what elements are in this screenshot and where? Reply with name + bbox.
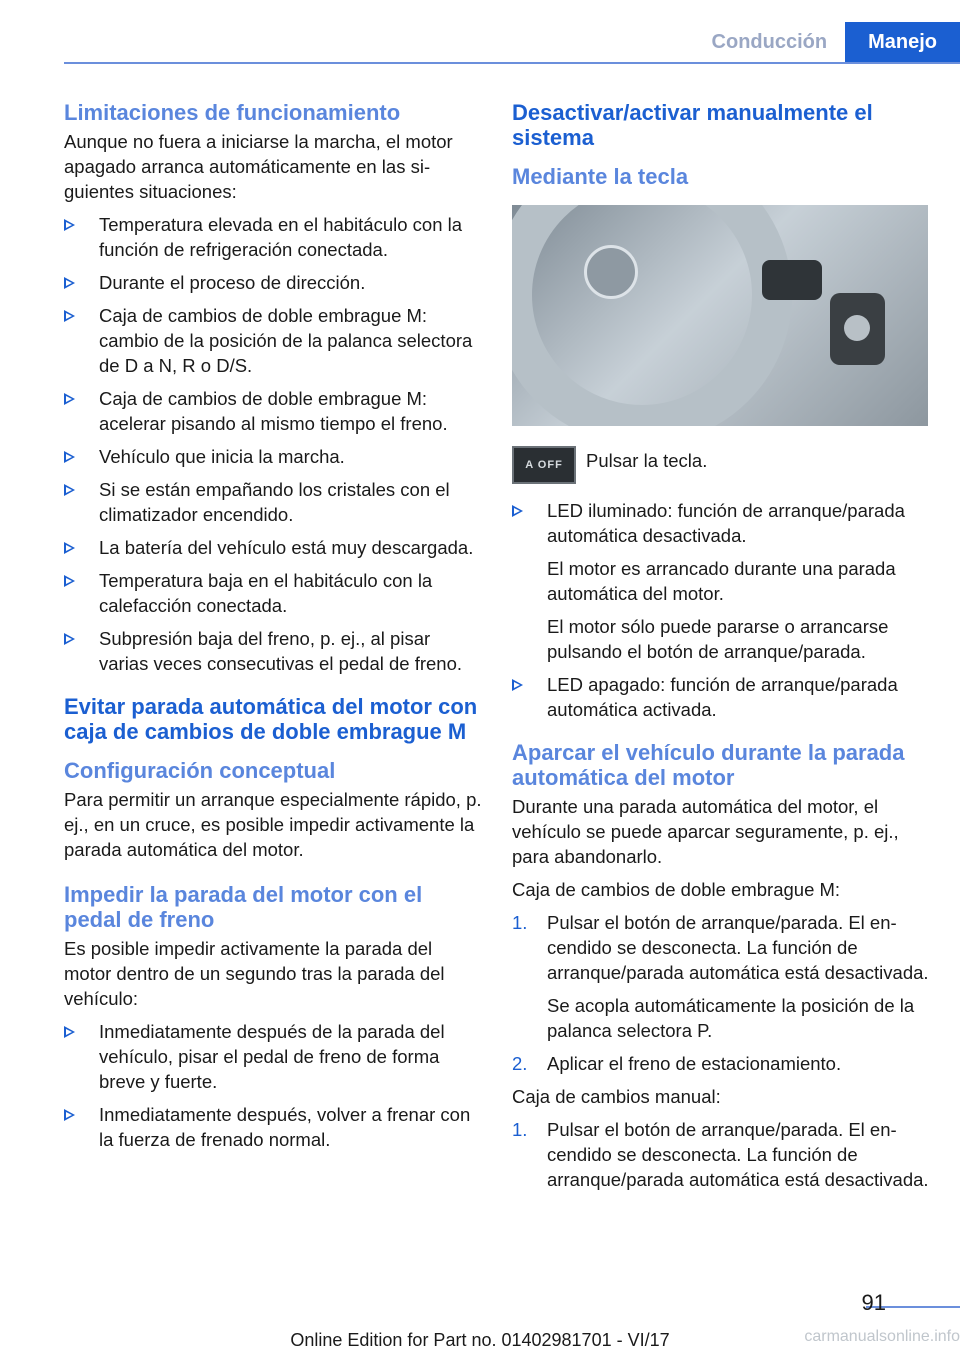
list-item: Si se están empañando los cristales con el climatizador encendido.	[64, 477, 482, 527]
list-item-subtext: El motor sólo puede pararse o arrancarse pulsando el botón de arranque/parada.	[547, 616, 889, 662]
header-rule	[64, 62, 960, 64]
list-item: Subpresión baja del freno, p. ej., al pisar varias veces consecutivas el pedal de freno.	[64, 626, 482, 676]
bullet-triangle-icon	[512, 679, 523, 691]
list-item: 1. Pulsar el botón de arranque/parada. El encendido se desconecta. La función de arranque/parada automática está desactivada. Se acopla automáticamente la posición de la palanca selectora P.	[512, 912, 929, 1041]
steering-wheel-photo	[512, 205, 928, 426]
bullet-triangle-icon	[64, 575, 75, 587]
list-item: Temperatura baja en el habitáculo con la calefacción conectada.	[64, 568, 482, 618]
watermark: carmanualsonline.info	[804, 1328, 960, 1345]
key-instruction-text: Pulsar la tecla.	[586, 450, 708, 471]
steering-wheel-shape	[512, 205, 792, 426]
list-impedir-parada	[64, 1019, 482, 1152]
list-item: LED apagado: función de arranque/parada automática activada.	[512, 672, 930, 722]
chapter-tabs	[694, 22, 960, 62]
paragraph-limitaciones-intro: Aunque no fuera a iniciarse la marcha, el motor apagado arranca automáticamente en las siguientes situaciones:	[64, 131, 453, 202]
list-item: Inmediatamente después de la parada del vehículo, pisar el pedal de freno de forma breve y fuerte.	[64, 1019, 482, 1094]
list-manual-steps	[512, 1117, 930, 1192]
section-title-evitar-parada: Evitar parada automática del motor con caja de cambios de doble embrague M	[64, 694, 478, 744]
key-instruction-row	[512, 446, 930, 484]
section-title-impedir-parada: Impedir la parada del motor con el pedal de freno	[64, 882, 423, 932]
list-led-states	[512, 498, 930, 722]
paragraph-aparcar: Durante una parada automática del motor, el vehículo se puede aparcar seguramente, p. ej., para abandonarlo.	[512, 796, 899, 867]
section-title-desactivar-activar: Desactivar/activar manualmente el sistema	[512, 100, 873, 150]
page-number: 91	[861, 1290, 886, 1315]
list-item: Inmediatamente después, volver a frenar con la fuerza de frenado normal.	[64, 1102, 482, 1152]
bullet-triangle-icon	[64, 219, 75, 231]
list-item-subtext: Se acopla automáticamente la posición de la palanca selectora P.	[547, 995, 915, 1041]
left-column	[64, 100, 482, 1160]
list-item-subtext: El motor es arrancado durante una parada automática del motor.	[547, 558, 896, 604]
edition-footer: Online Edition for Part no. 01402981701 - VI/17	[290, 1330, 670, 1350]
paragraph-configuracion: Para permitir un arranque especialmente rápido, p. ej., en un cruce, es posible impedir activamente la parada automática del motor.	[64, 789, 482, 860]
list-limitaciones	[64, 212, 482, 676]
right-column	[512, 100, 930, 1200]
list-item: La batería del vehículo está muy descargada.	[64, 535, 482, 560]
bullet-triangle-icon	[64, 484, 75, 496]
bullet-triangle-icon	[64, 277, 75, 289]
tab-manejo[interactable]: Manejo	[845, 22, 960, 62]
section-title-limitaciones: Limitaciones de funcionamiento	[64, 100, 401, 125]
section-title-configuracion: Configuración conceptual	[64, 758, 336, 783]
bullet-triangle-icon	[64, 1109, 75, 1121]
control-stalk-shape	[762, 260, 822, 300]
tab-conduccion[interactable]: Conducción	[694, 22, 846, 62]
list-item: 1. Pulsar el botón de arranque/parada. El encendido se desconecta. La función de arranque/parada automática está desactivada.	[512, 1119, 929, 1190]
list-dct-steps	[512, 910, 930, 1076]
list-item: 2. Aplicar el freno de estacionamiento.	[512, 1053, 842, 1074]
bullet-triangle-icon	[64, 451, 75, 463]
section-title-aparcar: Aparcar el vehículo durante la parada automática del motor	[512, 740, 905, 790]
bullet-triangle-icon	[64, 393, 75, 405]
list-item: Temperatura elevada en el habitáculo con la función de refrigeración conectada.	[64, 212, 482, 262]
bullet-triangle-icon	[64, 633, 75, 645]
list-item: Durante el proceso de dirección.	[64, 270, 482, 295]
paragraph-impedir-parada: Es posible impedir activamente la parada del motor dentro de un segundo tras la parada del vehículo:	[64, 938, 445, 1009]
bullet-triangle-icon	[512, 505, 523, 517]
bullet-triangle-icon	[64, 542, 75, 554]
dct-label: Caja de cambios de doble embrague M:	[512, 879, 841, 900]
manual-label: Caja de cambios manual:	[512, 1086, 721, 1107]
auto-start-stop-button-shape	[830, 293, 885, 365]
list-item: LED iluminado: función de arranque/parada automática desactivada. El motor es arrancado durante una parada automática del motor. El motor sólo puede pararse o arrancarse pulsando el botón de arranque/parada.	[512, 498, 930, 664]
list-item: Caja de cambios de doble embrague M: cambio de la posición de la palanca selectora de D a N, R o D/S.	[64, 303, 482, 378]
wheel-hub-logo	[584, 245, 638, 299]
list-item: Caja de cambios de doble embrague M: acelerar pisando al mismo tiempo el freno.	[64, 386, 482, 436]
bullet-triangle-icon	[64, 310, 75, 322]
list-item: Vehículo que inicia la marcha.	[64, 444, 482, 469]
bullet-triangle-icon	[64, 1026, 75, 1038]
section-title-mediante-tecla: Mediante la tecla	[512, 164, 689, 189]
auto-start-stop-off-icon: A OFF	[512, 446, 576, 484]
